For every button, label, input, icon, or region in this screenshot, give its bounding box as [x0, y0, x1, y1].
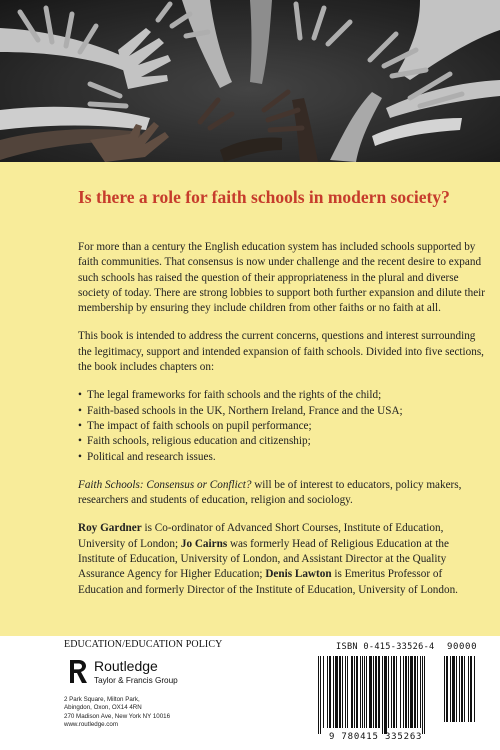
chapter-list — [78, 388, 488, 464]
content-panel — [0, 162, 500, 636]
author-bio: was formerly Head of Religious Education at the Institute of Education, University of London, and Assistant Director at the Quality Assurance Agency for Higher Education; — [78, 537, 449, 581]
list-item-text: Faith-based schools in the UK, Northern Ireland, France and the USA; — [87, 404, 403, 417]
price-barcode-icon — [444, 656, 489, 728]
author-name: Jo Cairns — [180, 537, 228, 550]
subject-category: EDUCATION/EDUCATION POLICY — [64, 639, 223, 650]
barcode-number: 9 780415 335263 — [329, 732, 423, 742]
publisher-address — [64, 696, 170, 729]
bullet-icon: • — [78, 419, 82, 432]
list-item — [78, 419, 488, 434]
price-code: 90000 — [447, 642, 478, 652]
list-item — [78, 388, 488, 403]
address-line: 270 Madison Ave, New York NY 10016 — [64, 712, 171, 720]
publisher-name: Routledge — [94, 658, 158, 674]
hands-photo — [0, 0, 500, 162]
isbn: ISBN 0-415-33526-4 — [336, 642, 435, 652]
author-name: Denis Lawton — [265, 568, 332, 581]
bullet-icon: • — [78, 450, 82, 463]
headline: Is there a role for faith schools in modern society? — [78, 187, 450, 207]
list-item — [78, 450, 488, 465]
scope-paragraph: This book is intended to address the current concerns, questions and interest surrounding the legitimacy, support and intended expansion of faith schools. Divided into five sections, the book includes chapters on: — [78, 330, 484, 374]
bullet-icon: • — [78, 435, 82, 448]
address-line: Abingdon, Oxon, OX14 4RN — [64, 704, 142, 712]
list-item-text: Political and research issues. — [87, 450, 216, 463]
author-bio: is Emeritus Professor of Education and formerly Director of the Institute of Education, University of London. — [78, 568, 458, 596]
list-item — [78, 404, 488, 419]
list-item-text: Faith schools, religious education and citizenship; — [87, 435, 311, 448]
description — [78, 240, 488, 598]
authors-paragraph — [78, 521, 488, 597]
bullet-icon: • — [78, 404, 82, 417]
footer — [0, 636, 500, 750]
audience-paragraph — [78, 478, 488, 509]
publisher-group: Taylor & Francis Group — [94, 676, 178, 685]
intro-paragraph: For more than a century the English education system has included schools supported by faith communities. That consensus is now under challenge and the recent desire to expand such schools has raised the question of their appropriateness in the plural and diverse society of today. There are strong lobbies to support both further expansion and dilute their membership by ensuring they include children from other faiths or no faith at all. — [78, 241, 485, 315]
audience-text: will be of interest to educators, policy makers, researchers and students of education, religion and sociology. — [78, 478, 462, 507]
list-item-text: The legal frameworks for faith schools and the rights of the child; — [87, 389, 382, 402]
bullet-icon: • — [78, 389, 82, 402]
routledge-logo-icon — [67, 658, 89, 685]
address-line: www.routledge.com — [64, 720, 118, 728]
address-line: 2 Park Square, Milton Park, — [64, 696, 140, 703]
author-name: Roy Gardner — [78, 522, 142, 535]
hands-photo-icon — [0, 0, 500, 162]
barcode-icon — [318, 656, 436, 738]
list-item-text: The impact of faith schools on pupil performance; — [87, 419, 312, 432]
list-item — [78, 434, 488, 449]
book-title: Faith Schools: Consensus or Conflict? — [78, 478, 252, 491]
author-bio: is Co-ordinator of Advanced Short Courses, Institute of Education, University of London; — [78, 522, 444, 550]
